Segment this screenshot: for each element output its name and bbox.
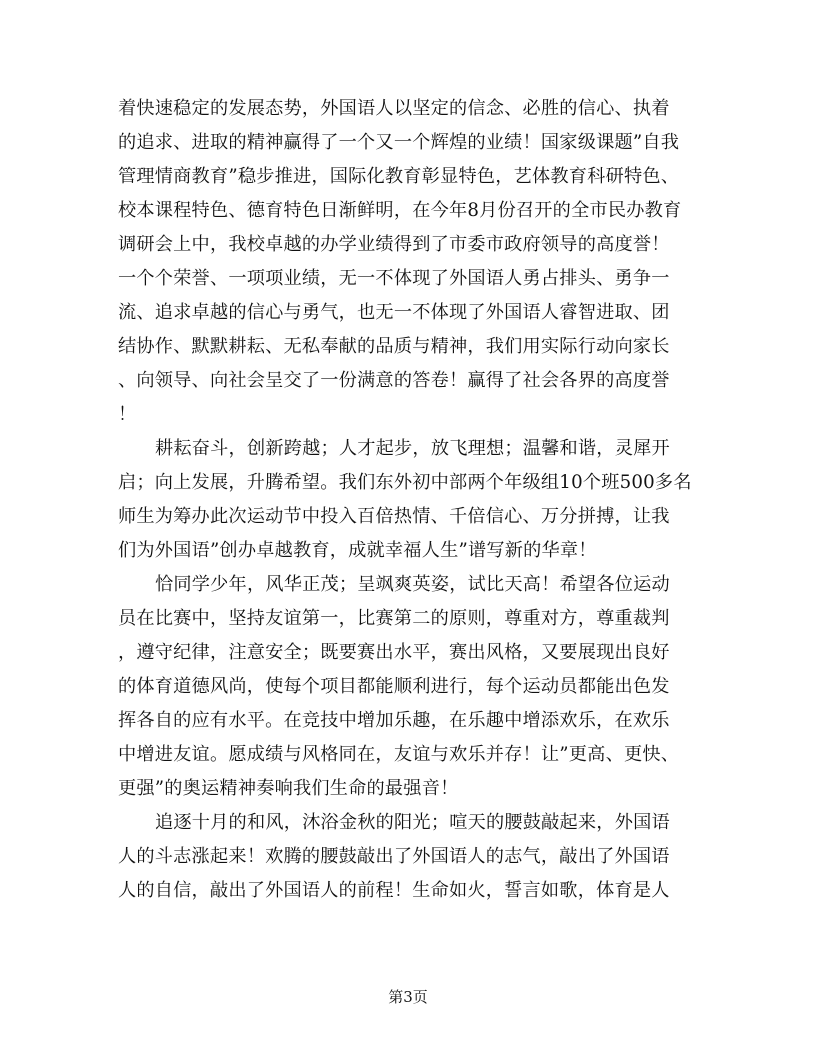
text-line: 的追求、进取的精神赢得了一个又一个辉煌的业绩！国家级课题”自我 [118,132,680,153]
paragraph-start-line: 追逐十月的和风，沐浴金秋的阳光；喧天的腰鼓敲起来，外国语 [155,812,670,833]
text-line: 、向领导、向社会呈交了一份满意的答卷！赢得了社会各界的高度誉 [118,370,670,391]
text-line: 一个个荣誉、一项项业绩，无一不体现了外国语人勇占排头、勇争一 [118,268,670,289]
text-line: 的体育道德风尚，使每个项目都能顺利进行，每个运动员都能出色发 [118,676,670,697]
text-line: 员在比赛中，坚持友谊第一，比赛第二的原则，尊重对方，尊重裁判 [118,608,670,629]
paragraph-start-line: 恰同学少年，风华正茂；呈飒爽英姿，试比天高！希望各位运动 [155,574,670,595]
text-line: 调研会上中，我校卓越的办学业绩得到了市委市政府领导的高度誉！ [118,234,670,255]
text-line: 师生为筹办此次运动节中投入百倍热情、千倍信心、万分拼搏，让我 [118,506,670,527]
text-line: 人的斗志涨起来！欢腾的腰鼓敲出了外国语人的志气，敲出了外国语 [118,846,670,867]
page-number-footer: 第3页 [388,988,428,1006]
text-line: 校本课程特色、德育特色日渐鲜明，在今年8月份召开的全市民办教育 [118,200,682,221]
text-line: 管理情商教育”稳步推进，国际化教育彰显特色，艺体教育科研特色、 [118,166,680,187]
text-line: 结协作、默默耕耘、无私奉献的品质与精神，我们用实际行动向家长 [118,336,670,357]
text-line: 流、追求卓越的信心与勇气，也无一不体现了外国语人睿智进取、团 [118,302,670,323]
text-line: 更强”的奥运精神奏响我们生命的最强音！ [118,778,459,799]
text-line: 挥各自的应有水平。在竞技中增加乐趣，在乐趣中增添欢乐，在欢乐 [118,710,670,731]
text-line: 着快速稳定的发展态势，外国语人以坚定的信念、必胜的信心、执着 [118,98,670,119]
text-line: 中增进友谊。愿成绩与风格同在，友谊与欢乐并存！让”更高、更快、 [118,744,680,765]
text-line: ！ [118,404,137,425]
text-line: ，遵守纪律，注意安全；既要赛出水平，赛出风格，又要展现出良好 [118,642,670,663]
text-line: 人的自信，敲出了外国语人的前程！生命如火，誓言如歌，体育是人 [118,880,670,901]
body-text [118,92,696,908]
paragraph-start-line: 耕耘奋斗，创新跨越；人才起步，放飞理想；温馨和谐，灵犀开 [155,438,670,459]
text-line: 们为外国语”创办卓越教育，成就幸福人生”谱写新的华章！ [118,540,597,561]
text-line: 启；向上发展，升腾希望。我们东外初中部两个年级组10个班500多名 [118,472,692,493]
